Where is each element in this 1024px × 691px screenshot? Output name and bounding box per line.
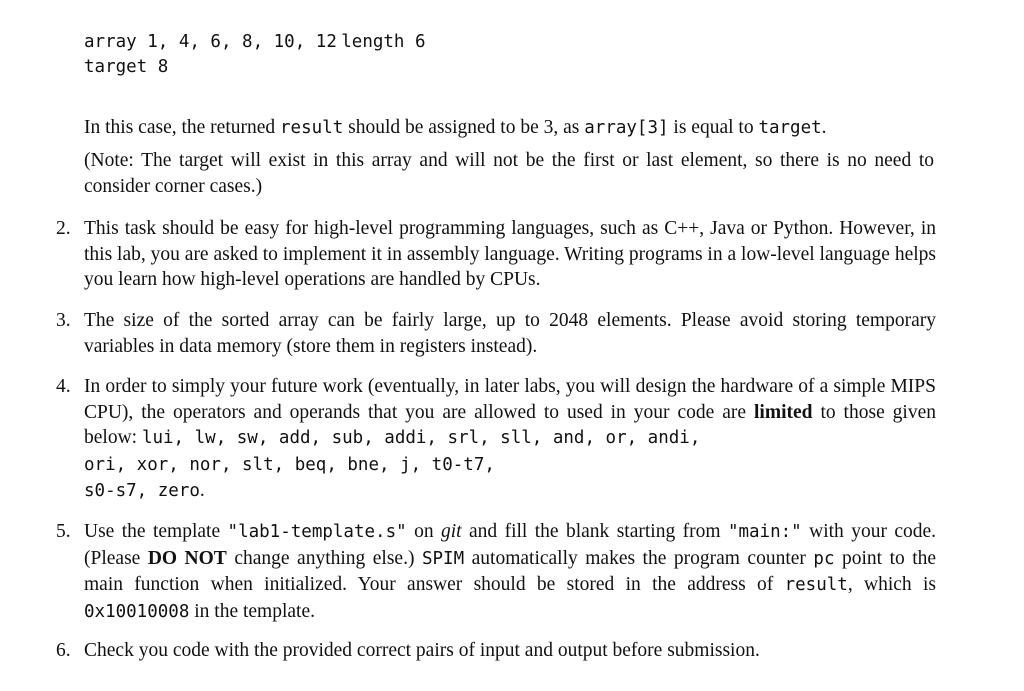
item-text: This task should be easy for high-level programming languages, such as C++, Java or Python. However, in this lab, you are asked to implement it in assembly language. Writing programs in a low-level language helps you learn how high-level operations are handled by CPUs. [84, 218, 936, 290]
item-number: 3. [56, 310, 71, 331]
code-line-array: array 1, 4, 6, 8, 10, 12 length 6 [84, 32, 426, 52]
operator-list: ori, xor, nor, slt, beq, bne, j, t0-t7, [84, 454, 495, 475]
item-number: 2. [56, 218, 71, 239]
item-number: 4. [56, 376, 71, 397]
item-text: Use the template "lab1-template.s" on git and fill the blank starting from "main:" with your code. (Please DO NOT change anything else.) SPIM automatically makes the program counter pc point to the main function when initialized. Your answer should be stored in the address of result, which is 0x10010008 in the template. [84, 521, 937, 622]
item-text: The size of the sorted array can be fairly large, up to 2048 elements. Please avoid storing temporary variables in data memory (store them in registers instead). [84, 310, 936, 357]
item-number: 6. [56, 640, 71, 661]
operator-list: s0-s7, zero [84, 481, 200, 501]
list-item-6 [56, 638, 936, 664]
explanation-paragraph: In this case, the returned result should be assigned to be 3, as array[3] is equal to target. [84, 117, 827, 138]
list-item-3 [56, 308, 936, 359]
list-item-5 [56, 519, 936, 625]
code-line-target: target 8 [84, 57, 169, 77]
item-number: 5. [56, 521, 71, 542]
item-text: Check you code with the provided correct pairs of input and output before submission. [84, 640, 760, 661]
item-text: In order to simply your future work (eventually, in later labs, you will design the hardware of a simple MIPS CPU), the operators and operands that you are allowed to used in your code are limited to those given below: lui, lw, sw, add, sub, addi, srl, sll, and, or, andi, ori, xor, nor, slt, beq, bne, j, t0-t7, s0-s7, zero. [84, 376, 936, 501]
list-item-4 [56, 374, 936, 505]
note-paragraph: (Note: The target will exist in this array and will not be the first or last element, so there is no need to consider corner cases.) [84, 150, 934, 197]
operator-list: lui, lw, sw, add, sub, addi, srl, sll, and, or, andi, [141, 428, 701, 448]
list-item-2 [56, 216, 936, 293]
